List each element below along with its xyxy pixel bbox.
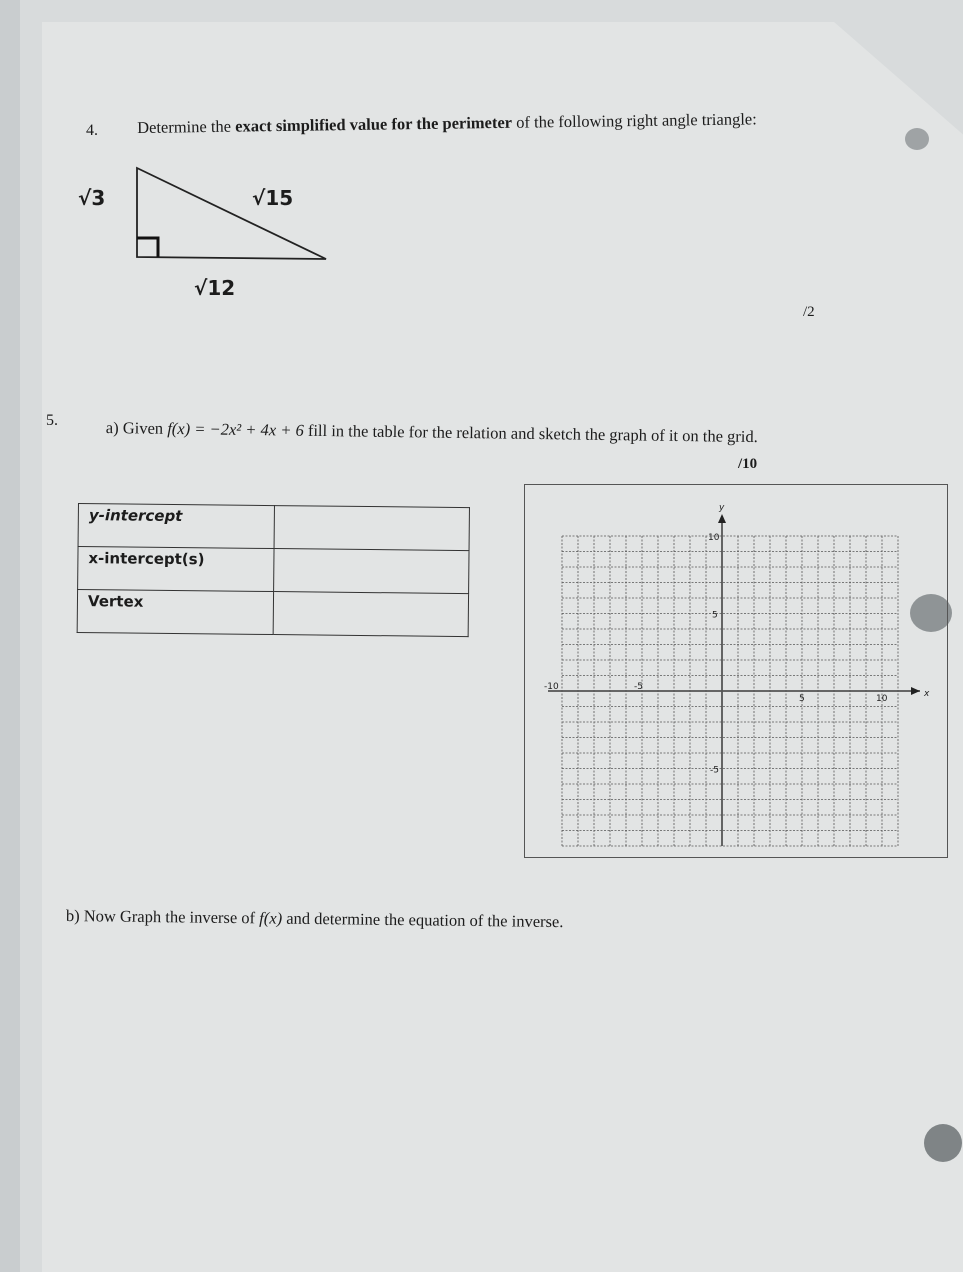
part-a-label: a) [105, 418, 119, 438]
y-axis-arrow [718, 514, 726, 523]
prompt-start: Determine the [137, 116, 236, 137]
tick-label-y-5: 5 [712, 610, 718, 621]
punch-hole-top [905, 128, 929, 150]
prompt-end: of the following right angle triangle: [511, 109, 757, 132]
punch-hole-bottom [924, 1124, 962, 1162]
function-reference: f(x) [259, 908, 283, 928]
right-angle-mark [137, 238, 158, 257]
side-b-label: √12 [194, 276, 236, 300]
table-answer-cell[interactable] [274, 506, 470, 551]
tick-label-x-neg-5: -5 [634, 682, 643, 692]
table-answer-cell[interactable] [273, 592, 469, 637]
table-label-x-intercepts: x-intercept(s) [78, 547, 274, 592]
question-5-marks: /10 [738, 456, 758, 472]
hypotenuse-label: √15 [252, 186, 294, 210]
tick-label-x-neg-10: -10 [544, 682, 559, 692]
triangle-shape [137, 168, 326, 259]
question-5-number: 5. [46, 412, 58, 429]
y-axis-label: y [719, 503, 725, 513]
coordinate-grid[interactable] [524, 484, 948, 858]
part-a-start: Given [122, 418, 168, 438]
question-4-marks: /2 [803, 304, 815, 320]
part-a-end: fill in the table for the relation and sketch the graph of it on the grid. [303, 420, 758, 447]
tick-label-x-10: 10 [876, 694, 888, 704]
function-definition: f(x) = −2x² + 4x + 6 [167, 418, 304, 440]
table-row [77, 590, 468, 637]
x-axis-arrow [911, 687, 920, 695]
side-a-label: √3 [78, 186, 106, 210]
table-row [78, 504, 469, 551]
table-label-y-intercept: y-intercept [78, 504, 274, 549]
tick-label-x-5: 5 [799, 694, 805, 704]
table-row [78, 547, 469, 594]
question-4-number: 4. [86, 122, 98, 139]
part-b-end: and determine the equation of the inverse. [282, 908, 564, 932]
table-label-vertex: Vertex [77, 590, 273, 635]
relation-table [77, 503, 470, 637]
part-b-start: Now Graph the inverse of [83, 906, 260, 928]
tick-label-y-10: 10 [708, 533, 720, 543]
part-b-label: b) [65, 906, 80, 926]
tick-label-y-neg-5: -5 [710, 765, 719, 776]
x-axis-label: x [924, 689, 930, 699]
prompt-bold: exact simplified value for the perimeter [235, 112, 513, 136]
table-answer-cell[interactable] [273, 549, 469, 594]
